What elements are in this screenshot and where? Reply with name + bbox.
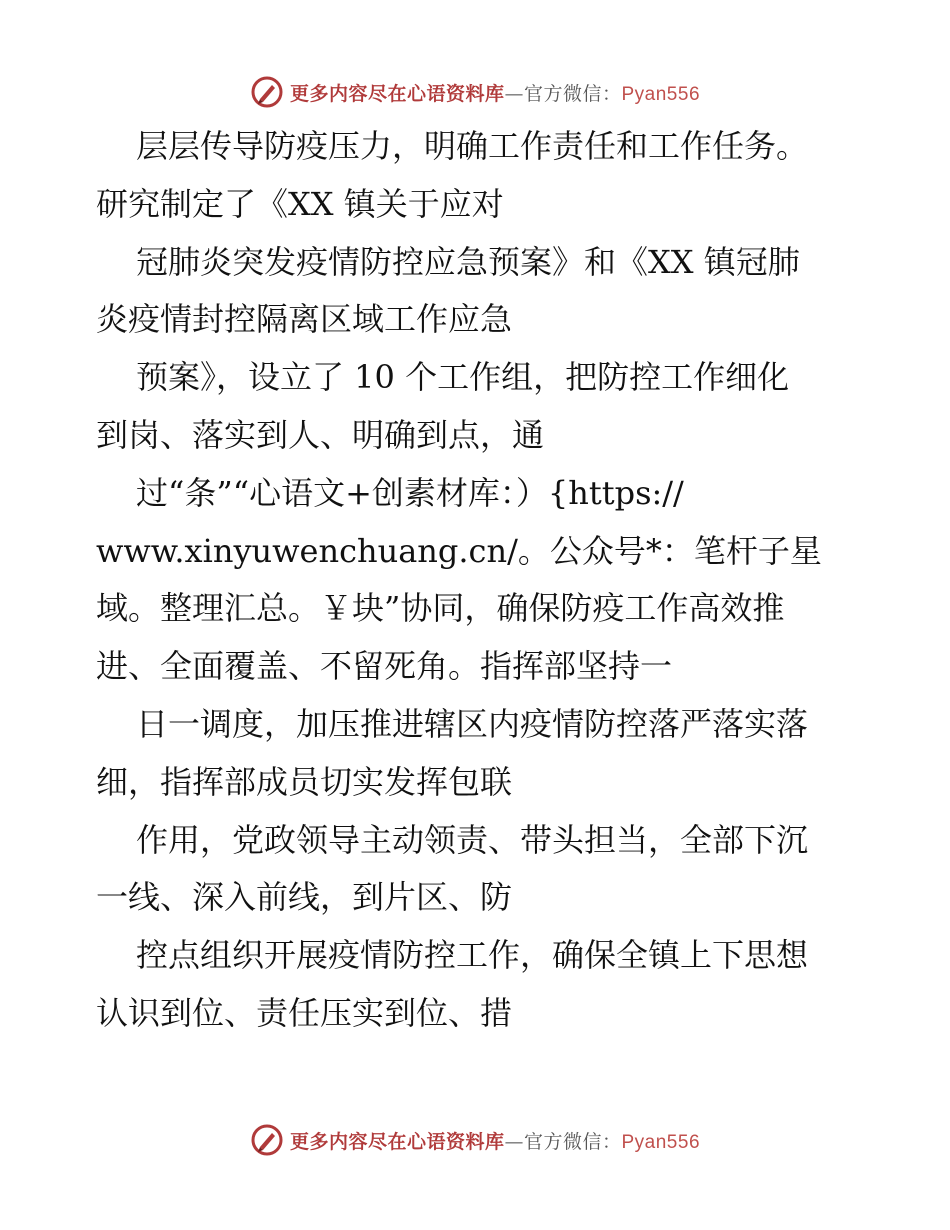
text-line: 过“条”“心语文+创素材库：）{https://: [136, 473, 684, 512]
pen-logo-icon: [250, 1123, 284, 1157]
text-line: 作用，党政领导主动领责、带头担当，全部下沉: [136, 820, 809, 859]
watermark-brand: 更多内容尽在心语资料库: [289, 82, 505, 105]
text-line: 到岗、落实到人、明确到点，通: [96, 415, 545, 454]
text-line: 日一调度，加压推进辖区内疫情防控落严落实落: [136, 704, 809, 743]
text-line: 研究制定了《XX 镇关于应对: [96, 184, 504, 223]
watermark-separator: —: [504, 1130, 524, 1153]
text-line: 认识到位、责任压实到位、措: [96, 993, 513, 1032]
watermark-account: Pyan556: [621, 1131, 701, 1153]
watermark-separator: —: [504, 82, 524, 105]
watermark-account: Pyan556: [621, 83, 701, 105]
watermark-official-label: 官方微信：: [523, 82, 622, 105]
watermark-brand: 更多内容尽在心语资料库: [289, 1130, 505, 1153]
watermark-official-label: 官方微信：: [523, 1130, 622, 1153]
document-body: [96, 118, 866, 1043]
text-line: 进、全面覆盖、不留死角。指挥部坚持一: [96, 647, 673, 686]
text-line: 预案》，设立了 10 个工作组，把防控工作细化: [136, 358, 790, 397]
text-line: 控点组织开展疫情防控工作，确保全镇上下思想: [136, 936, 809, 975]
text-line: www.xinyuwenchuang.cn/。公众号*：笔杆子星: [96, 531, 822, 570]
watermark-text: [290, 79, 700, 106]
text-line: 一线、深入前线，到片区、防: [96, 878, 513, 917]
text-line: 细，指挥部成员切实发挥包联: [96, 762, 513, 801]
watermark-text: [290, 1127, 700, 1154]
text-line: 层层传导防疫压力，明确工作责任和工作任务。: [136, 127, 809, 165]
text-line: 域。整理汇总。￥块”协同，确保防疫工作高效推: [96, 589, 785, 628]
footer-watermark: [0, 1120, 950, 1160]
header-watermark: [0, 72, 950, 112]
text-line: 炎疫情封控隔离区域工作应急: [96, 300, 513, 339]
text-line: 冠肺炎突发疫情防控应急预案》和《XX 镇冠肺: [136, 242, 800, 281]
pen-logo-icon: [250, 75, 284, 109]
